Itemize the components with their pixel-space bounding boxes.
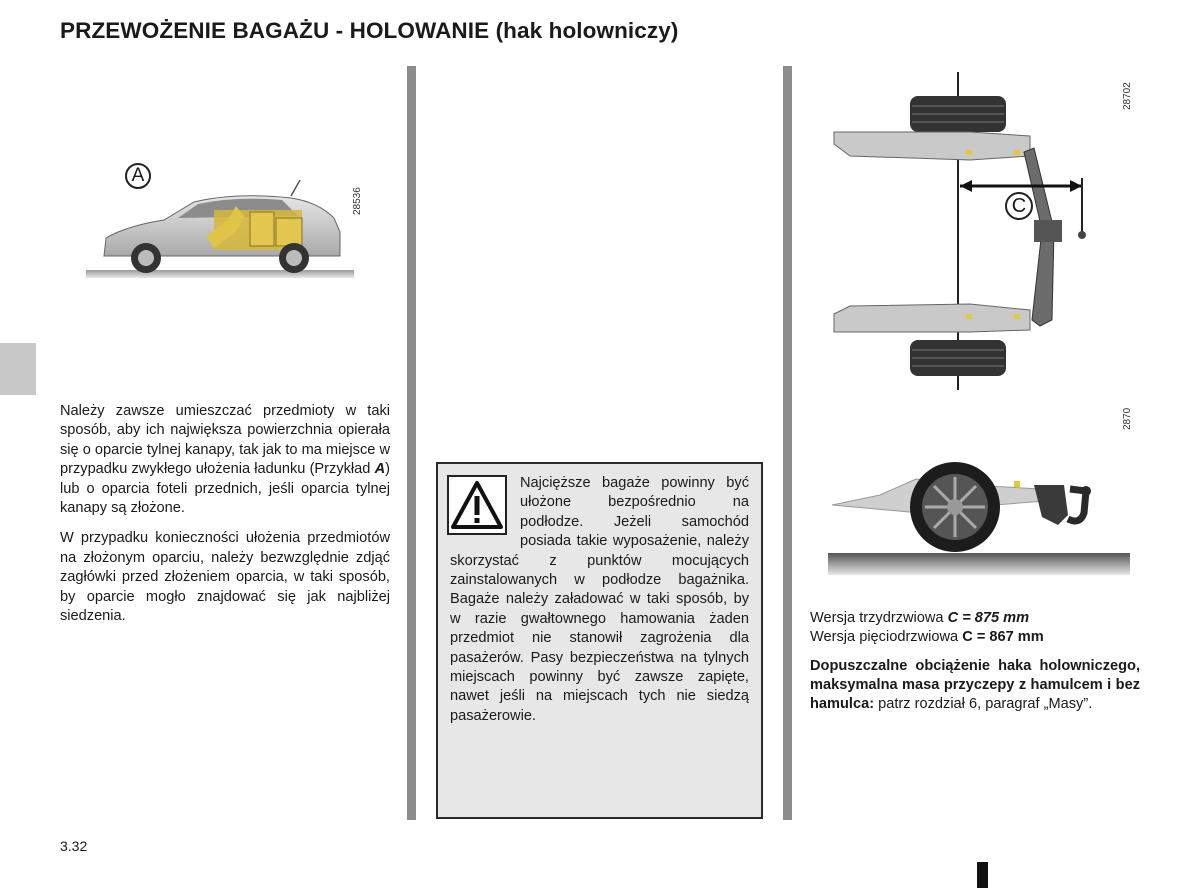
figure-number-hitch-side: 2870 [1122,407,1133,430]
tow-hitch-side-illustration [820,455,1135,585]
spec-five-door-value: C = 867 mm [962,629,1044,645]
figure-callout-a: A [125,163,151,189]
tow-hitch-side-view [820,455,1135,585]
column-divider-left [407,66,416,820]
warning-text: Najcięższe bagaże powinny być ułożone bezpośrednio na podłodze. Jeżeli samochód posiada takie wyposażenie, należy skorzystać z punktów mocujących zainstalowanych w podłodze bagażnika. Bagaże należy załadować w taki sposób, by w razie gwałtownego hamowania żaden przedmiot nie stanowił zagrożenia dla pasażerów. Pasy bezpieczeństwa na tylnych miejscach powinny być zawsze zapięte, nawet jeśli na miejscach tych nie siedzą pasażerowie. [450,475,749,724]
page-edge-marker [977,862,988,888]
page-title: PRZEWOŻENIE BAGAŻU - HOLOWANIE (hak holowniczy) [60,18,679,43]
hitch-specs [810,609,1140,714]
tow-hitch-top-view [820,70,1100,400]
chapter-tab [0,343,36,395]
figure-number-hitch-top: 28702 [1122,82,1133,110]
figure-number-car: 28536 [352,187,363,215]
hitch-load-note: Dopuszczalne obciążenie haka holowniczego, maksymalna masa przyczepy z hamulcem i bez hamulca: patrz rozdział 6, paragraf „Masy”. [810,658,1140,712]
tow-hitch-top-illustration [820,70,1100,400]
paragraph-seating: Należy zawsze umieszczać przedmioty w taki sposób, aby ich największa powierzchnia opierała się o oparcie tylnej kanapy, tak jak to ma miejsce w przypadku zwykłego ułożenia ładunku (Przykład A) lub o oparcia foteli przednich, jeśli oparcia tylnej kanapy są złożone. [60,403,390,517]
figure-callout-c: C [1005,192,1033,220]
spec-three-door-value: C = 875 mm [947,610,1030,626]
spec-five-door: Wersja pięciodrzwiowa C = 867 mm [810,629,1044,645]
example-label: A [374,461,386,478]
warning-box [436,462,763,819]
spec-three-door: Wersja trzydrzwiowa C = 875 mm [810,610,1030,626]
left-column-text [60,402,390,637]
column-divider-right [783,66,792,820]
warning-text-block [450,474,749,726]
page-number: 3.32 [60,838,88,854]
paragraph-headrests: W przypadku konieczności ułożenia przedmiotów na złożonym oparciu, należy bezwzględnie zdjąć zagłówki przed złożeniem oparcia, w taki sposób, by oparcie mogło znajdować się jak najbliżej siedzenia. [60,530,390,625]
